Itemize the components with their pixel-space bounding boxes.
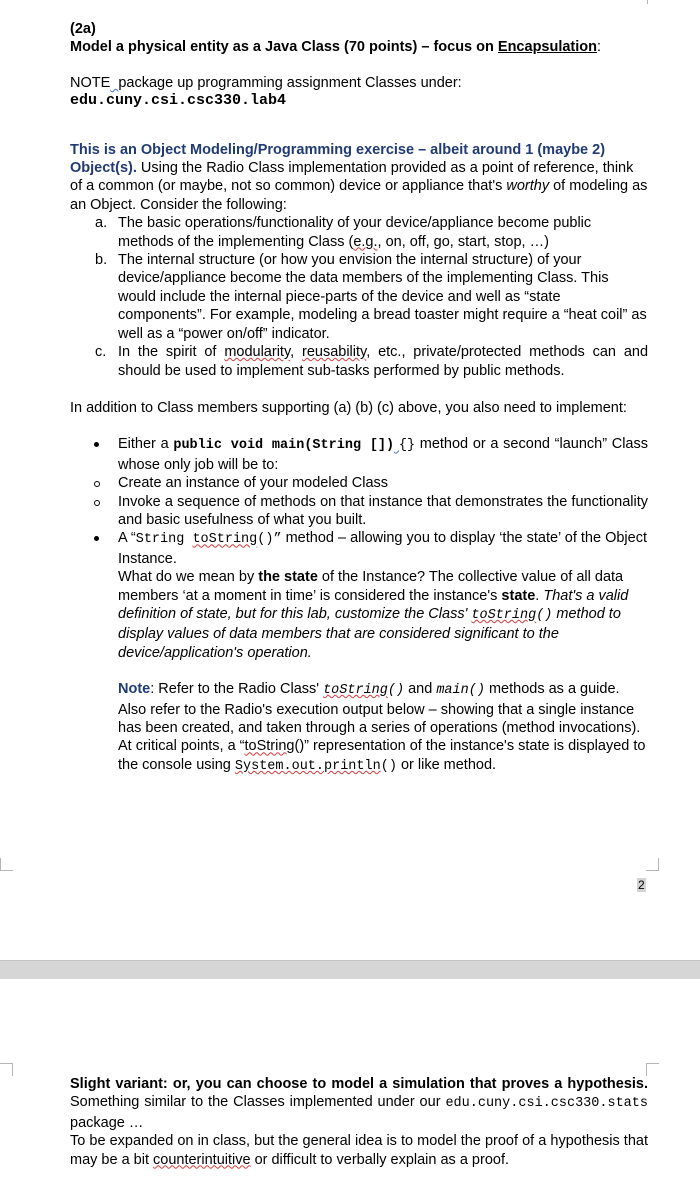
bullet-icon [94, 442, 99, 447]
list-item: Invoke a sequence of methods on that instance that demonstrates the functionality and basic usefulness of what you built. [70, 493, 648, 530]
assignment-title: Model a physical entity as a Java Class (70 points) – focus on Encapsulation: [70, 39, 602, 56]
requirements-list [70, 435, 648, 776]
page-corner-marker [646, 858, 659, 871]
considerations-list [70, 214, 648, 380]
page-corner-marker [0, 1063, 13, 1076]
list-item: Create an instance of your modeled Class [70, 474, 648, 492]
page-gap [0, 960, 700, 980]
list-item: b. The internal structure (or how you envision the internal structure) of your device/appliance become the data members of the implementing Class. This would include the internal piece-parts of the device and well as “state components”. For example, modeling a bread toaster might require a “heat coil” as well as a “power on/off” indicator. [95, 252, 647, 342]
package-note: NOTE package up programming assignment Classes under: [70, 74, 462, 91]
package-name: edu.cuny.csi.csc330.lab4 [70, 92, 287, 110]
list-item: A “String toString()” method – allowing you to display ‘the state’ of the Object Instance. What do we mean by the state of the Instance? The collective value of all data members ‘at a moment in time’ is considered the instance's state. That's a valid definition of state, but for this lab, customize the Class' toString() method to display values of data members that are considered significant to the device/application's operation. Note: Refer to the Radio Class' toString() and main() methods as a guide. Also refer to the Radio's execution output below – showing that a single instance has been created, and taken through a series of operations (method invocations). At critical points, a “toString()” representation of the instance's state is displayed to the console using System.out.println() or like method. [70, 529, 648, 776]
variant-section [70, 1075, 648, 1169]
sub-bullet-icon [94, 500, 100, 506]
variant-paragraph: Slight variant: or, you can choose to model a simulation that proves a hypothesis. Something similar to the Classes implemented under our edu.cuny.csi.csc330.stats package … [70, 1076, 648, 1131]
page-corner-marker [0, 858, 13, 871]
section-label: (2a) [70, 21, 96, 37]
launch-steps [70, 474, 648, 529]
bullet-icon [94, 536, 99, 541]
sub-bullet-icon [94, 481, 100, 487]
list-item: Either a public void main(String []) {} method or a second “launch” Class whose only job will be to: Create an instance of your modeled Class Invoke a sequence of methods on that instance that demonstrates the functionality and basic usefulness of what you built. [70, 435, 648, 529]
addition-paragraph: In addition to Class members supporting (a) (b) (c) above, you also need to implement: [70, 399, 627, 416]
variant-explanation: To be expanded on in class, but the general idea is to model the proof of a hypothesis that may be a bit counterintuitive or difficult to verbally explain as a proof. [70, 1133, 648, 1168]
page-1-body [70, 20, 648, 776]
page-margin-marker [647, 0, 648, 4]
list-item: c. In the spirit of modularity, reusability, etc., private/protected methods can and should be used to implement sub-tasks performed by public methods. [95, 344, 649, 379]
list-item: a. The basic operations/functionality of your device/appliance become public methods of the implementing Class (e.g., on, off, go, start, stop, …) [95, 215, 592, 250]
intro-paragraph: This is an Object Modeling/Programming exercise – albeit around 1 (maybe 2) Object(s). Using the Radio Class implementation provided as a point of reference, think of a common (or maybe, not so common) device or appliance that's worthy of modeling as an Object. Consider the following: [70, 141, 648, 213]
page-number: 2 [638, 878, 645, 892]
document-page-2 [0, 979, 700, 1186]
radio-note: Note: Refer to the Radio Class' toString() and main() methods as a guide. Also refer to the Radio's execution output below – showing that a single instance has been created, and taken through a series of operations (method invocations). At critical points, a “toString()” representation of the instance's state is displayed to the console using System.out.println() or like method. [118, 681, 646, 774]
